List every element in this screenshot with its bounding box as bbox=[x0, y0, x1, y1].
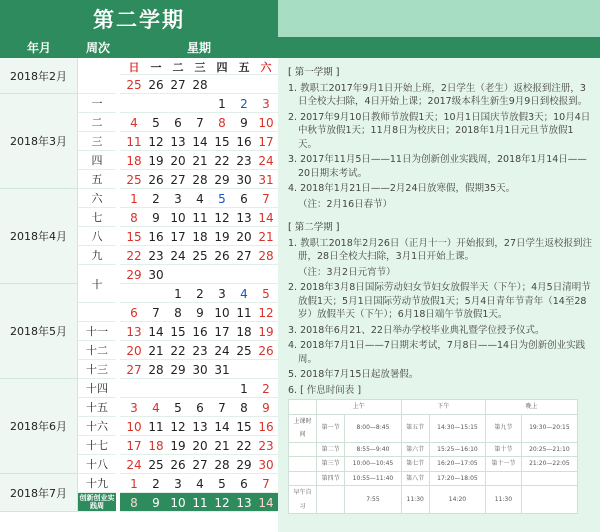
schedule-cell: 第六节 bbox=[401, 442, 429, 457]
week-number: 十二 bbox=[78, 341, 116, 360]
day-cell: 20 bbox=[126, 343, 142, 358]
week-number: 六 bbox=[78, 189, 116, 208]
week-number: 十四 bbox=[78, 379, 116, 398]
week-number: 二 bbox=[78, 113, 116, 132]
day-cell bbox=[123, 379, 145, 398]
day-cell bbox=[233, 75, 255, 94]
semester2-item: 3. 2018年6月21、22日举办学校毕业典礼暨学位授予仪式。 bbox=[288, 324, 545, 336]
day-cell: 3 bbox=[218, 286, 226, 301]
day-cell: 19 bbox=[258, 324, 274, 339]
schedule-cell: 第八节 bbox=[401, 471, 429, 486]
day-cell: 25 bbox=[126, 172, 142, 187]
week-number: 十八 bbox=[78, 455, 116, 474]
day-cell: 5 bbox=[152, 115, 160, 130]
schedule-cell: 17:20—18:05 bbox=[429, 471, 485, 486]
day-cell: 17 bbox=[170, 229, 186, 244]
day-cell: 16 bbox=[258, 419, 274, 434]
day-cell: 17 bbox=[214, 324, 230, 339]
day-cell: 7 bbox=[196, 115, 204, 130]
day-cell: 14 bbox=[258, 495, 274, 510]
day-cell bbox=[211, 75, 233, 94]
day-cell: 12 bbox=[170, 419, 186, 434]
schedule-cell: 14:20 bbox=[429, 486, 485, 514]
day-cell bbox=[167, 265, 189, 284]
day-cell: 4 bbox=[196, 476, 204, 491]
schedule-cell: 第三节 bbox=[317, 457, 345, 472]
day-cell: 8 bbox=[130, 495, 138, 510]
day-cell: 18 bbox=[192, 229, 208, 244]
day-cell bbox=[167, 379, 189, 398]
month-label: 2018年7月 bbox=[0, 474, 78, 512]
day-cell: 9 bbox=[240, 115, 248, 130]
week-row bbox=[120, 227, 278, 246]
day-cell: 18 bbox=[236, 324, 252, 339]
day-cell: 26 bbox=[258, 343, 274, 358]
day-cell: 17 bbox=[258, 134, 274, 149]
day-cell bbox=[233, 360, 255, 379]
day-cell: 2 bbox=[240, 96, 248, 111]
day-cell bbox=[255, 75, 277, 94]
day-cell: 9 bbox=[152, 495, 160, 510]
week-row bbox=[120, 284, 278, 303]
semester1-item: 3. 2017年11月5日——11日为创新创业实践周，2018年1月14日——20日期末考试。 bbox=[288, 154, 587, 179]
calendar-header bbox=[0, 37, 600, 58]
semester2-note: （注：3月2日元宵节） bbox=[298, 266, 396, 278]
schedule-cell: 8:55—9:40 bbox=[345, 442, 401, 457]
semester2-item: 4. 2018年7月1日——7日期末考试，7月8日——14日为创新创业实践周。 bbox=[288, 340, 586, 365]
day-cell: 14 bbox=[192, 134, 208, 149]
schedule-cell: 20:25—21:10 bbox=[521, 442, 577, 457]
week-number: 十三 bbox=[78, 360, 116, 379]
schedule-cell: 19:30—20:15 bbox=[521, 414, 577, 442]
day-cell bbox=[145, 284, 167, 303]
semester2-item: 2. 2018年3月8日国际劳动妇女节妇女放假半天（下午）；4月5日清明节放假1天；5月1日国际劳动节放假1天；5月4日青年节青年（14至28岁）放假半天（下午）；6月18日端午节放假1天。 bbox=[288, 282, 591, 320]
schedule-row bbox=[289, 414, 578, 442]
week-row bbox=[120, 246, 278, 265]
schedule-cell: 8:00—8:45 bbox=[345, 414, 401, 442]
schedule-title: 6. [ 作息时间表 ] bbox=[288, 384, 362, 396]
day-cell bbox=[255, 360, 277, 379]
schedule-cell: 21:20—22:05 bbox=[521, 457, 577, 472]
day-cell: 16 bbox=[148, 229, 164, 244]
week-number: 十一 bbox=[78, 322, 116, 341]
day-cell: 26 bbox=[170, 457, 186, 472]
day-cell: 12 bbox=[258, 305, 274, 320]
title-bar-decoration bbox=[278, 0, 600, 37]
semester1-title: [ 第一学期 ] bbox=[288, 67, 340, 78]
schedule-cell: 11:30 bbox=[401, 486, 429, 514]
week-row bbox=[120, 75, 278, 94]
day-cell bbox=[123, 94, 145, 113]
day-cell: 27 bbox=[126, 362, 142, 377]
schedule-cell bbox=[289, 457, 317, 472]
weekday-header-row bbox=[120, 58, 278, 75]
day-cell: 8 bbox=[130, 210, 138, 225]
day-cell: 20 bbox=[170, 153, 186, 168]
schedule-session: 上午 bbox=[317, 400, 402, 415]
day-cell: 27 bbox=[192, 457, 208, 472]
semester2-item: 1. 教职工2018年2月26日（正月十一）开始报到，27日学生返校报到注册，28日全校大扫除，3月1日开始上课。 bbox=[288, 237, 592, 262]
day-cell: 4 bbox=[152, 400, 160, 415]
day-cell: 1 bbox=[218, 96, 226, 111]
day-cell: 14 bbox=[258, 210, 274, 225]
schedule-cell: 第十一节 bbox=[486, 457, 522, 472]
day-cell bbox=[211, 379, 233, 398]
week-row bbox=[120, 398, 278, 417]
day-cell: 28 bbox=[148, 362, 164, 377]
day-cell: 10 bbox=[214, 305, 230, 320]
day-cell: 22 bbox=[236, 438, 252, 453]
day-cell bbox=[145, 94, 167, 113]
week-row bbox=[120, 303, 278, 322]
week-number: 十九 bbox=[78, 474, 116, 493]
schedule-cell: 第九节 bbox=[486, 414, 522, 442]
day-cell: 28 bbox=[214, 457, 230, 472]
month-label: 2018年4月 bbox=[0, 189, 78, 284]
day-cell: 27 bbox=[170, 172, 186, 187]
day-cell: 8 bbox=[218, 115, 226, 130]
week-number: 一 bbox=[78, 94, 116, 113]
day-cell: 21 bbox=[192, 153, 208, 168]
day-cell: 18 bbox=[148, 438, 164, 453]
schedule-session: 晚上 bbox=[486, 400, 578, 415]
day-cell: 6 bbox=[240, 191, 248, 206]
day-cell bbox=[255, 265, 277, 284]
day-cell: 20 bbox=[236, 229, 252, 244]
day-cell: 5 bbox=[174, 400, 182, 415]
schedule-cell: 10:55—11:40 bbox=[345, 471, 401, 486]
day-cell: 27 bbox=[236, 248, 252, 263]
day-cell: 23 bbox=[148, 248, 164, 263]
week-row bbox=[120, 208, 278, 227]
day-cell: 11 bbox=[126, 134, 142, 149]
schedule-cell: 16:20—17:05 bbox=[429, 457, 485, 472]
day-cell: 14 bbox=[214, 419, 230, 434]
schedule-cell: 11:30 bbox=[486, 486, 522, 514]
day-cell: 17 bbox=[126, 438, 142, 453]
schedule-cell: 第七节 bbox=[401, 457, 429, 472]
day-cell: 14 bbox=[148, 324, 164, 339]
schedule-cell: 上课时间 bbox=[289, 414, 317, 442]
day-cell: 28 bbox=[192, 77, 208, 92]
schedule-table bbox=[288, 399, 592, 514]
day-cell: 15 bbox=[236, 419, 252, 434]
schedule-cell: 10:00—10:45 bbox=[345, 457, 401, 472]
month-label: 2018年6月 bbox=[0, 379, 78, 474]
schedule-cell: 第四节 bbox=[317, 471, 345, 486]
schedule-cell bbox=[289, 471, 317, 486]
semester1-item: 1. 教职工2017年9月1日开始上班，2日学生（老生）返校报到注册，3日全校大扫除，4日开始上课；2017级本科生新生9月9日到校报到。 bbox=[288, 82, 588, 107]
day-cell: 22 bbox=[126, 248, 142, 263]
day-cell: 10 bbox=[170, 210, 186, 225]
week-row bbox=[120, 170, 278, 189]
month-label: 2018年3月 bbox=[0, 94, 78, 189]
day-cell: 8 bbox=[240, 400, 248, 415]
week-number bbox=[78, 303, 116, 322]
day-cell: 30 bbox=[192, 362, 208, 377]
week-number: 七 bbox=[78, 208, 116, 227]
day-cell: 16 bbox=[236, 134, 252, 149]
day-cell: 1 bbox=[240, 381, 248, 396]
day-cell: 18 bbox=[126, 153, 142, 168]
day-cell: 11 bbox=[236, 305, 252, 320]
day-cell: 4 bbox=[130, 115, 138, 130]
schedule-cell: 14:30—15:15 bbox=[429, 414, 485, 442]
day-cell: 11 bbox=[192, 495, 208, 510]
week-row bbox=[120, 132, 278, 151]
schedule-cell bbox=[486, 471, 522, 486]
week-row bbox=[120, 113, 278, 132]
week-row bbox=[120, 151, 278, 170]
schedule-row bbox=[289, 486, 578, 514]
day-cell: 5 bbox=[218, 476, 226, 491]
week-number: 五 bbox=[78, 170, 116, 189]
day-cell: 2 bbox=[152, 191, 160, 206]
day-cell: 3 bbox=[174, 476, 182, 491]
day-cell: 13 bbox=[170, 134, 186, 149]
semester1-item: 2. 2017年9月10日教师节放假1天；10月1日国庆节放假3天；10月4日中秋节放假1天；11月8日为校庆日；2018年1月1日元旦节放假1天。 bbox=[288, 111, 591, 150]
schedule-row bbox=[289, 442, 578, 457]
day-cell: 22 bbox=[214, 153, 230, 168]
week-row bbox=[120, 493, 278, 512]
day-cell: 2 bbox=[196, 286, 204, 301]
day-cell: 28 bbox=[258, 248, 274, 263]
day-cell: 5 bbox=[218, 191, 226, 206]
day-cell: 24 bbox=[126, 457, 142, 472]
schedule-cell: 早午自习 bbox=[289, 486, 317, 514]
day-cell: 25 bbox=[126, 77, 142, 92]
schedule-cell: 7:55 bbox=[345, 486, 401, 514]
day-cell: 7 bbox=[152, 305, 160, 320]
week-number: 三 bbox=[78, 132, 116, 151]
day-cell: 29 bbox=[214, 172, 230, 187]
day-cell: 1 bbox=[130, 476, 138, 491]
day-cell: 4 bbox=[240, 286, 248, 301]
day-cell: 29 bbox=[236, 457, 252, 472]
schedule-cell: 第十节 bbox=[486, 442, 522, 457]
schedule-cell: 第二节 bbox=[317, 442, 345, 457]
day-cell: 22 bbox=[170, 343, 186, 358]
schedule-row bbox=[289, 471, 578, 486]
day-cell: 13 bbox=[236, 210, 252, 225]
schedule-cell bbox=[521, 486, 577, 514]
month-label: 2018年5月 bbox=[0, 284, 78, 379]
day-cell bbox=[189, 265, 211, 284]
day-cell: 15 bbox=[214, 134, 230, 149]
week-number: 创新创业实践周 bbox=[79, 494, 115, 510]
day-cell: 2 bbox=[262, 381, 270, 396]
day-cell: 6 bbox=[196, 400, 204, 415]
day-cell: 23 bbox=[192, 343, 208, 358]
schedule-cell bbox=[289, 442, 317, 457]
day-cell: 2 bbox=[152, 476, 160, 491]
weekday-label: 一 bbox=[150, 60, 162, 74]
page-title: 第二学期 bbox=[0, 0, 278, 37]
week-number: 十七 bbox=[78, 436, 116, 455]
day-cell: 26 bbox=[148, 77, 164, 92]
semester2-item: 5. 2018年7月15日起放暑假。 bbox=[288, 369, 419, 380]
day-cell: 26 bbox=[214, 248, 230, 263]
week-number: 十五 bbox=[78, 398, 116, 417]
week-row bbox=[120, 189, 278, 208]
header-month: 年月 bbox=[26, 41, 51, 55]
week-number: 四 bbox=[78, 151, 116, 170]
day-cell: 9 bbox=[262, 400, 270, 415]
day-cell: 20 bbox=[192, 438, 208, 453]
day-cell: 6 bbox=[130, 305, 138, 320]
week-row bbox=[120, 265, 278, 284]
day-cell: 5 bbox=[262, 286, 270, 301]
day-cell: 24 bbox=[170, 248, 186, 263]
day-cell: 8 bbox=[174, 305, 182, 320]
day-cell bbox=[167, 94, 189, 113]
day-cell: 10 bbox=[170, 495, 186, 510]
schedule-cell bbox=[317, 486, 345, 514]
day-cell: 12 bbox=[148, 134, 164, 149]
day-cell: 23 bbox=[236, 153, 252, 168]
schedule-session: 下午 bbox=[401, 400, 486, 415]
day-cell: 19 bbox=[214, 229, 230, 244]
day-cell: 21 bbox=[214, 438, 230, 453]
header-week: 周次 bbox=[85, 41, 110, 55]
day-cell: 9 bbox=[196, 305, 204, 320]
day-cell bbox=[145, 379, 167, 398]
day-cell: 31 bbox=[214, 362, 230, 377]
weekday-label: 五 bbox=[238, 60, 250, 74]
week-row bbox=[120, 341, 278, 360]
weekday-label: 日 bbox=[128, 60, 140, 74]
day-cell: 7 bbox=[262, 191, 270, 206]
semester1-note: （注：2月16日春节） bbox=[298, 198, 393, 210]
weekday-label: 二 bbox=[172, 60, 184, 74]
day-cell: 15 bbox=[170, 324, 186, 339]
day-cell bbox=[189, 379, 211, 398]
day-cell: 25 bbox=[192, 248, 208, 263]
week-number: 十 bbox=[78, 265, 116, 303]
schedule-corner bbox=[289, 400, 317, 415]
day-cell: 13 bbox=[126, 324, 142, 339]
day-cell: 31 bbox=[258, 172, 274, 187]
week-number: 八 bbox=[78, 227, 116, 246]
day-cell: 30 bbox=[258, 457, 274, 472]
day-cell: 21 bbox=[148, 343, 164, 358]
day-cell: 15 bbox=[126, 229, 142, 244]
week-row bbox=[120, 322, 278, 341]
week-row bbox=[120, 379, 278, 398]
day-cell: 10 bbox=[126, 419, 142, 434]
day-cell bbox=[189, 94, 211, 113]
day-cell: 11 bbox=[148, 419, 164, 434]
month-label: 2018年2月 bbox=[0, 58, 78, 94]
day-cell: 10 bbox=[258, 115, 274, 130]
day-cell: 3 bbox=[262, 96, 270, 111]
day-cell: 6 bbox=[240, 476, 248, 491]
day-cell: 1 bbox=[130, 191, 138, 206]
schedule-cell: 第一节 bbox=[317, 414, 345, 442]
schedule-row bbox=[289, 457, 578, 472]
day-cell: 19 bbox=[148, 153, 164, 168]
day-cell: 29 bbox=[126, 267, 142, 282]
weekday-label: 四 bbox=[216, 60, 228, 74]
day-cell: 12 bbox=[214, 210, 230, 225]
day-cell: 24 bbox=[258, 153, 274, 168]
day-cell: 12 bbox=[214, 495, 230, 510]
day-cell: 23 bbox=[258, 438, 274, 453]
day-cell: 16 bbox=[192, 324, 208, 339]
day-cell: 7 bbox=[262, 476, 270, 491]
week-number: 十六 bbox=[78, 417, 116, 436]
day-cell: 25 bbox=[236, 343, 252, 358]
day-cell: 13 bbox=[236, 495, 252, 510]
week-row bbox=[120, 474, 278, 493]
day-cell: 30 bbox=[148, 267, 164, 282]
week-row bbox=[120, 94, 278, 113]
calendar-grid bbox=[0, 58, 278, 532]
day-cell: 21 bbox=[258, 229, 274, 244]
day-cell bbox=[233, 265, 255, 284]
week-row bbox=[120, 417, 278, 436]
day-cell: 7 bbox=[218, 400, 226, 415]
weekday-label: 六 bbox=[260, 60, 272, 74]
day-cell: 3 bbox=[130, 400, 138, 415]
notes-panel bbox=[278, 58, 600, 532]
schedule-cell bbox=[521, 471, 577, 486]
day-cell bbox=[123, 284, 145, 303]
weekday-label: 三 bbox=[194, 60, 206, 74]
day-cell: 4 bbox=[196, 191, 204, 206]
day-cell: 1 bbox=[174, 286, 182, 301]
day-cell: 25 bbox=[148, 457, 164, 472]
week-row bbox=[120, 455, 278, 474]
day-cell: 3 bbox=[174, 191, 182, 206]
day-cell: 6 bbox=[174, 115, 182, 130]
day-cell: 19 bbox=[170, 438, 186, 453]
day-cell: 9 bbox=[152, 210, 160, 225]
week-row bbox=[120, 360, 278, 379]
week-number: 九 bbox=[78, 246, 116, 265]
semester1-item: 4. 2018年1月21日——2月24日放寒假，假期35天。 bbox=[288, 183, 516, 194]
week-row bbox=[120, 436, 278, 455]
schedule-cell: 第五节 bbox=[401, 414, 429, 442]
week-number bbox=[78, 75, 116, 94]
schedule-cell: 15:25—16:10 bbox=[429, 442, 485, 457]
header-days: 星期 bbox=[186, 41, 211, 55]
day-cell: 28 bbox=[192, 172, 208, 187]
semester2-title: [ 第二学期 ] bbox=[288, 222, 340, 233]
day-cell: 24 bbox=[214, 343, 230, 358]
day-cell: 11 bbox=[192, 210, 208, 225]
day-cell: 30 bbox=[236, 172, 252, 187]
day-cell: 27 bbox=[170, 77, 186, 92]
day-cell: 26 bbox=[148, 172, 164, 187]
day-cell bbox=[211, 265, 233, 284]
day-cell: 29 bbox=[170, 362, 186, 377]
day-cell: 13 bbox=[192, 419, 208, 434]
